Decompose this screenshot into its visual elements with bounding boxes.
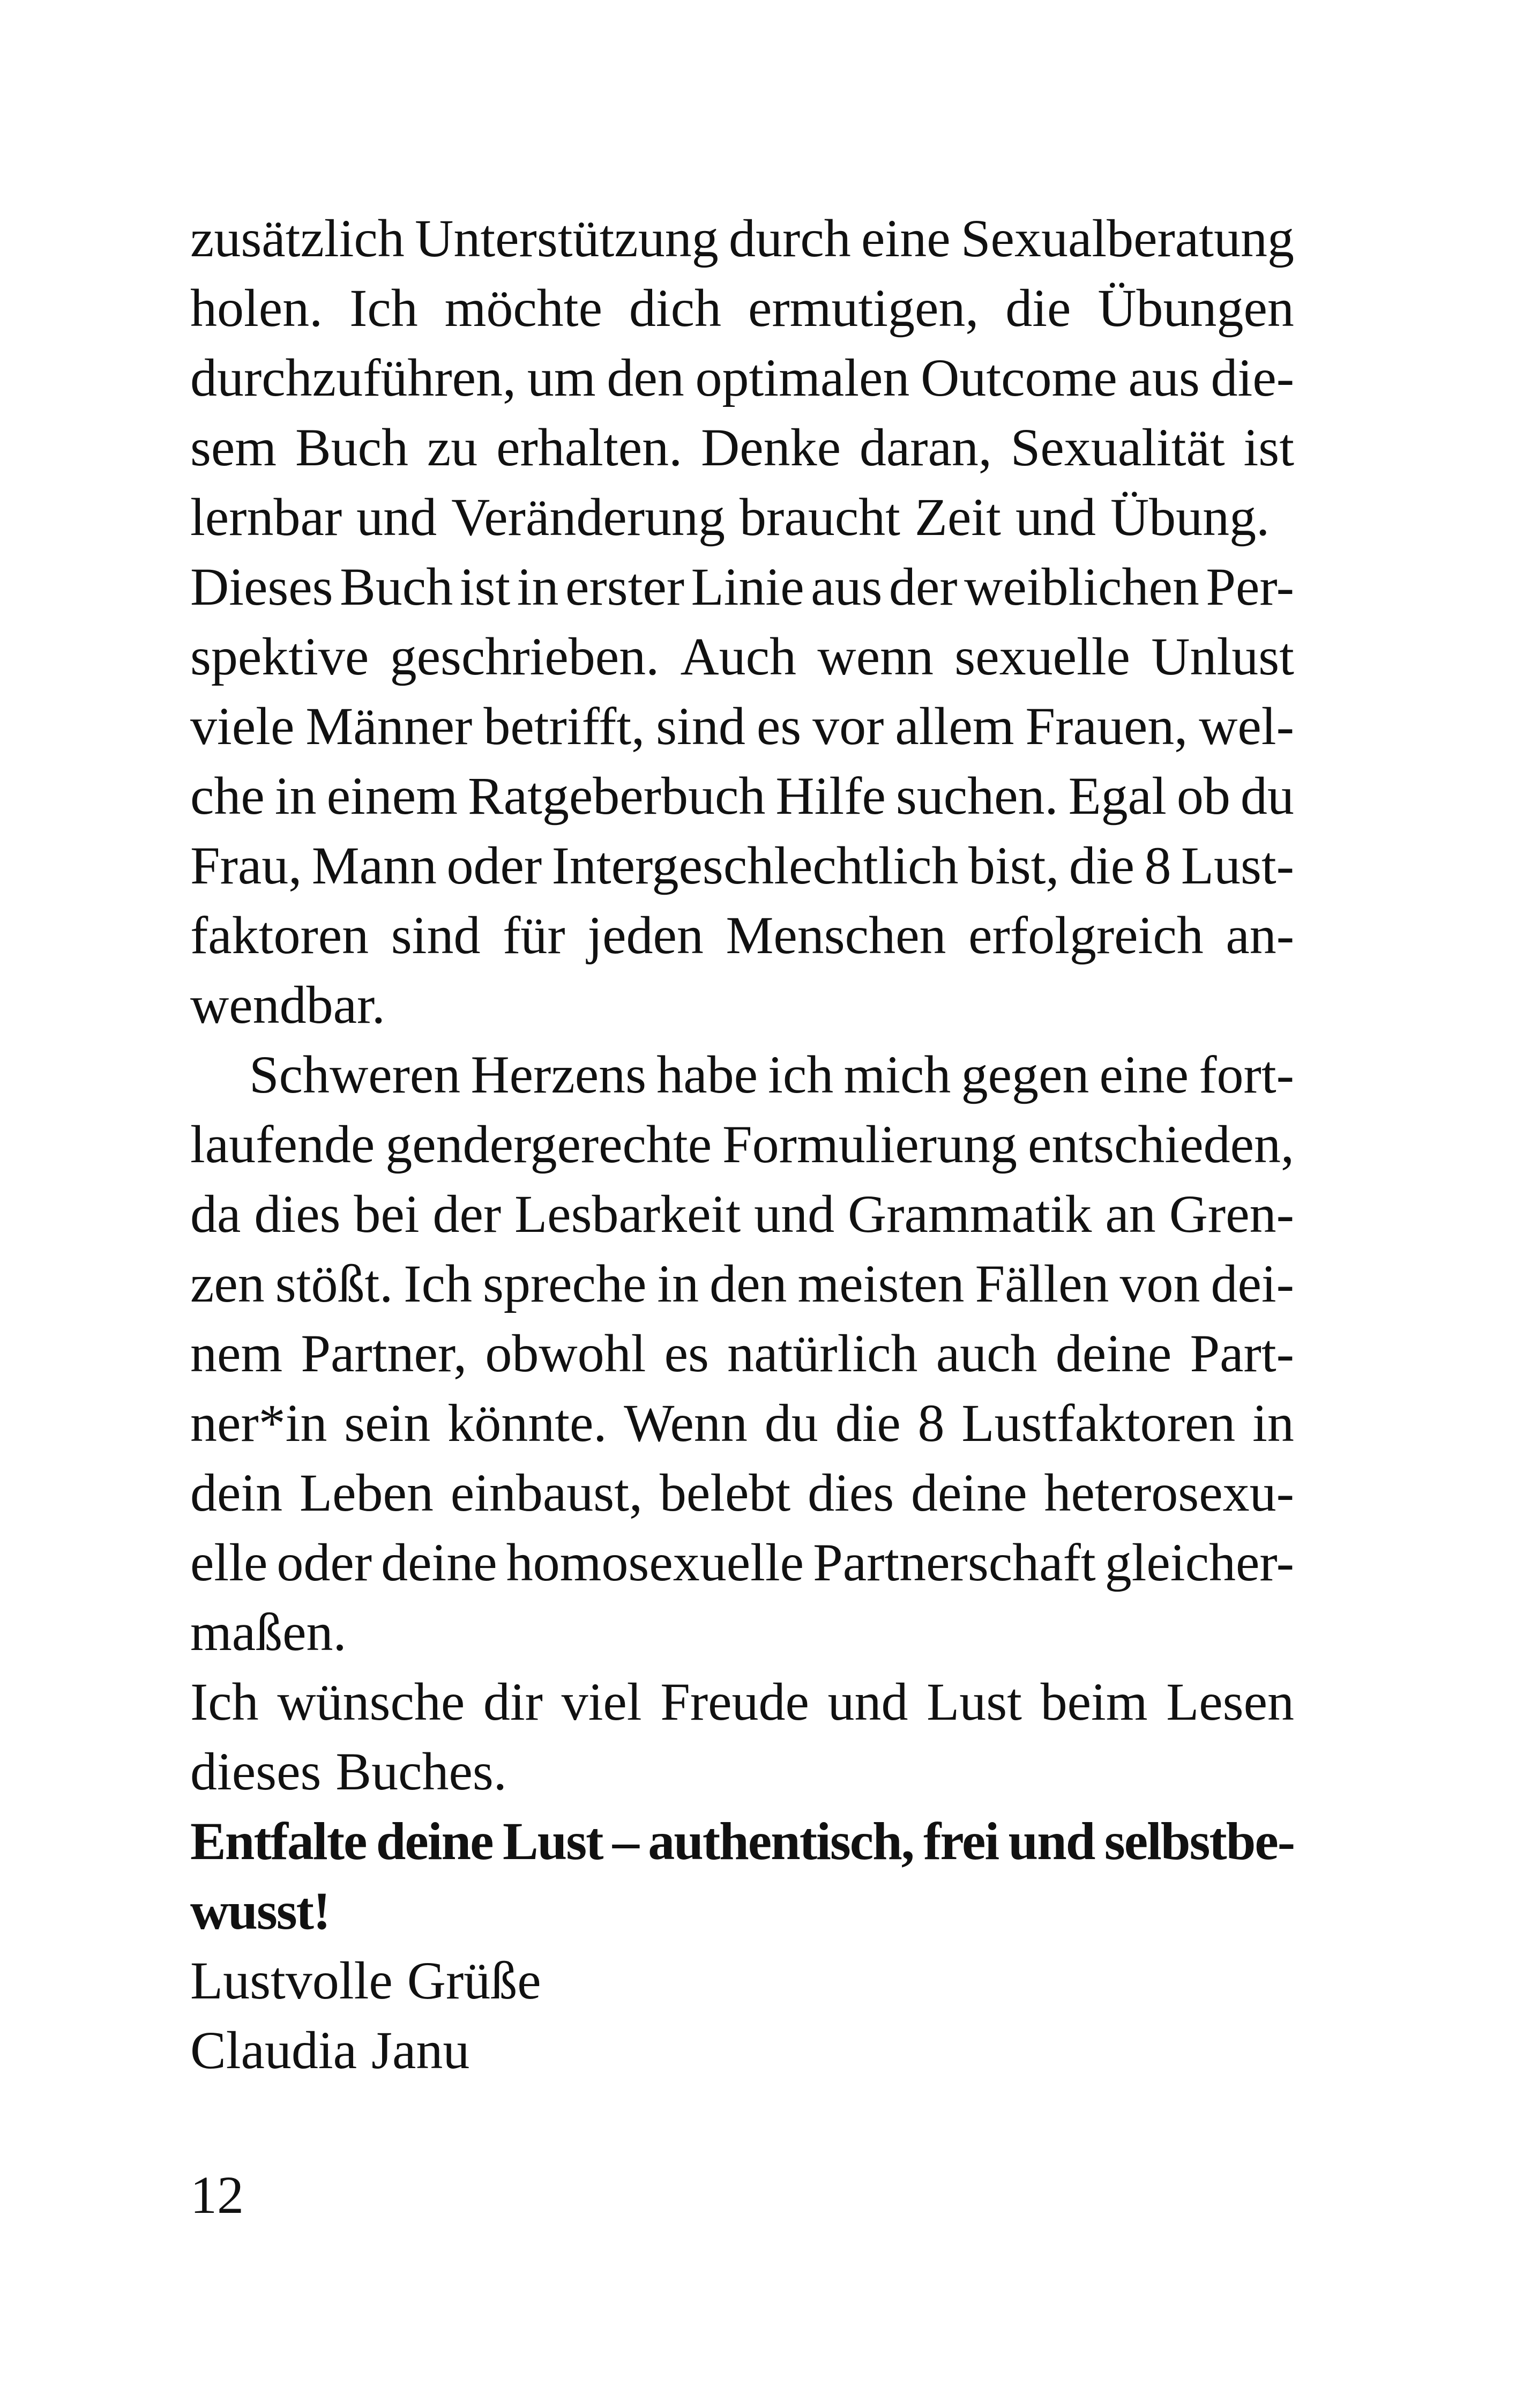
text-line: spektive geschrieben. Auch wenn sexuelle Unlust — [190, 627, 1294, 686]
text-line: zen stößt. Ich spreche in den meisten Fällen von dei- — [190, 1254, 1294, 1313]
text-line: laufende gendergerechte Formulierung entschieden, — [190, 1114, 1294, 1174]
text-line: dein Leben einbaust, belebt dies deine heterosexu- — [190, 1463, 1294, 1522]
text-line: nem Partner, obwohl es natürlich auch deine Part- — [190, 1324, 1294, 1383]
text-line: sem Buch zu erhalten. Denke daran, Sexualität ist — [190, 418, 1294, 477]
text-line: wusst! — [190, 1881, 330, 1941]
body-text — [190, 204, 1294, 2085]
text-line: Dieses Buch ist in erster Linie aus der weiblichen Per- — [190, 557, 1294, 616]
text-line: Entfalte deine Lust – authentisch, frei und selbstbe- — [190, 1811, 1294, 1871]
text-line: Ich wünsche dir viel Freude und Lust beim Lesen — [190, 1672, 1294, 1731]
text-line: Lustvolle Grüße — [190, 1951, 541, 2010]
text-line: Schweren Herzens habe ich mich gegen eine fort- — [249, 1045, 1294, 1104]
text-line: da dies bei der Lesbarkeit und Grammatik an Gren- — [190, 1184, 1294, 1244]
text-line: holen. Ich möchte dich ermutigen, die Übungen — [190, 278, 1294, 338]
text-line: che in einem Ratgeberbuch Hilfe suchen. Egal ob du — [190, 766, 1294, 826]
text-line: Claudia Janu — [190, 2020, 470, 2080]
text-line: faktoren sind für jeden Menschen erfolgreich an- — [190, 905, 1294, 965]
text-line: maßen. — [190, 1602, 347, 1662]
text-line: zusätzlich Unterstützung durch eine Sexualberatung — [190, 209, 1294, 268]
text-line: lernbar und Veränderung braucht Zeit und Übung. — [190, 487, 1270, 547]
text-line: durchzuführen, um den optimalen Outcome aus die- — [190, 348, 1294, 407]
text-line: elle oder deine homosexuelle Partnerschaft gleicher- — [190, 1533, 1294, 1592]
text-line: viele Männer betrifft, sind es vor allem Frauen, wel- — [190, 696, 1294, 756]
text-line: wendbar. — [190, 975, 385, 1035]
text-line: dieses Buches. — [190, 1742, 507, 1801]
text-line: Frau, Mann oder Intergeschlechtlich bist, die 8 Lust- — [190, 836, 1294, 895]
text-line: ner*in sein könnte. Wenn du die 8 Lustfaktoren in — [190, 1393, 1294, 1453]
page-number: 12 — [190, 2165, 244, 2225]
